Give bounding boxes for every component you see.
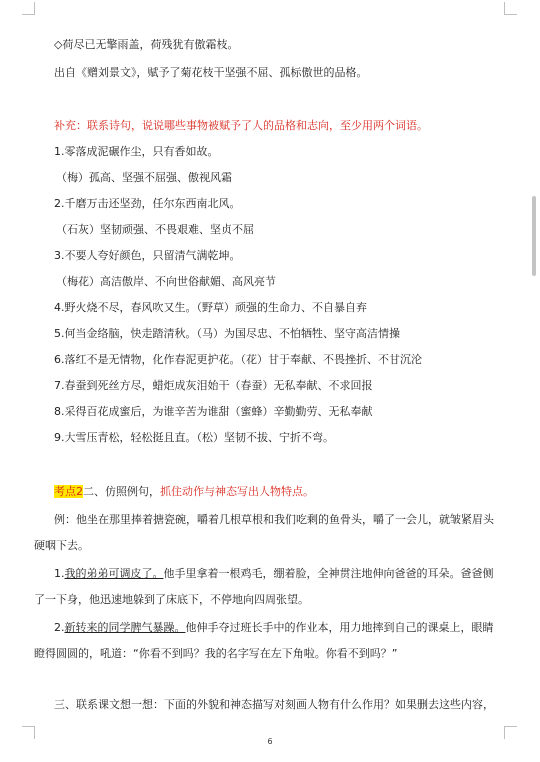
section-2-title-highlight: 抓住动作与神态写出人物特点。 xyxy=(160,485,314,498)
list-item-answer: （梅花）高洁傲岸、不向世俗献媚、高风亮节 xyxy=(56,275,276,288)
exercise-text: 他手里拿着一根鸡毛，绷着脸，全神贯注地伸向爸爸的耳朵。爸爸侧 xyxy=(163,567,494,580)
exam-point-tag: 考点2 xyxy=(54,485,83,498)
exercise-item-2 xyxy=(54,621,494,635)
example-text-continued: 硬咽下去。 xyxy=(34,539,89,552)
exercise-text: 他伸手夺过班长手中的作业本，用力地摔到自己的课桌上，眼睛 xyxy=(185,621,494,634)
list-item: 4.野火烧不尽，春风吹又生。（野草）顽强的生命力、不自暴自弃 xyxy=(54,301,367,314)
example-text: 例：他坐在那里捧着搪瓷碗，嚼着几根草根和我们吃剩的鱼骨头，嚼了一会儿，就皱紧眉头 xyxy=(54,513,494,526)
crop-mark-top-right xyxy=(504,2,517,15)
exercise-item-2-continued: 瞪得圆圆的，吼道：“你看不到吗？我的名字写在左下角啦。你看不到吗？” xyxy=(34,647,398,660)
list-item: 6.落红不是无情物，化作春泥更护花。（花）甘于奉献、不畏挫折、不甘沉沦 xyxy=(54,353,422,366)
list-item: 8.采得百花成蜜后，为谁辛苦为谁甜（蜜蜂）辛勤勤劳、无私奉献 xyxy=(54,405,373,418)
exercise-number: 2. xyxy=(54,621,65,634)
list-item: 7.春蚕到死丝方尽，蜡炬成灰泪始干（春蚕）无私奉献、不求回报 xyxy=(54,379,373,392)
scrollbar-thumb[interactable] xyxy=(532,196,536,276)
exercise-number: 1. xyxy=(54,567,65,580)
exercise-item-1-continued: 了一下身，他迅速地躲到了床底下，不停地向四周张望。 xyxy=(34,593,309,606)
exercise-item-1 xyxy=(54,567,494,581)
crop-mark-top-left xyxy=(22,2,35,15)
page-number: 6 xyxy=(267,737,273,746)
section-2-heading xyxy=(54,485,314,499)
list-item: 1.零落成泥碾作尘，只有香如故。 xyxy=(54,145,219,158)
list-item: 5.何当金络脑，快走踏清秋。（马）为国尽忠、不怕牺牲、坚守高洁情操 xyxy=(54,327,400,340)
list-item: 3.不要人夸好颜色，只留清气满乾坤。 xyxy=(54,249,241,262)
list-item-answer: （梅）孤高、坚强不屈强、傲视风霜 xyxy=(56,171,232,184)
underlined-sentence: 我的弟弟可调皮了。 xyxy=(64,567,164,580)
poem-line: ◇荷尽已无擎雨盖，荷残犹有傲霜枝。 xyxy=(54,38,239,51)
underlined-sentence: 新转来的同学脾气暴躁。 xyxy=(64,621,186,634)
poem-source-text: 出自《赠刘景文》，赋予了菊花枝干坚强不屈、孤标傲世的品格。 xyxy=(54,66,368,79)
section-3-heading: 三、联系课文想一想：下面的外貌和神态描写对刻画人物有什么作用？如果删去这些内容， xyxy=(54,698,494,711)
list-item: 2.千磨万击还坚劲，任尔东西南北风。 xyxy=(54,197,241,210)
list-item-answer: （石灰）坚韧顽强、不畏艰难、坚贞不屈 xyxy=(56,223,254,236)
list-item: 9.大雪压青松，轻松挺且直。（松）坚韧不拔、宁折不弯。 xyxy=(54,431,334,444)
section-2-title: 二、仿照例句， xyxy=(83,485,160,498)
supplement-question: 补充：联系诗句，说说哪些事物被赋予了人的品格和志向，至少用两个词语。 xyxy=(54,119,428,132)
